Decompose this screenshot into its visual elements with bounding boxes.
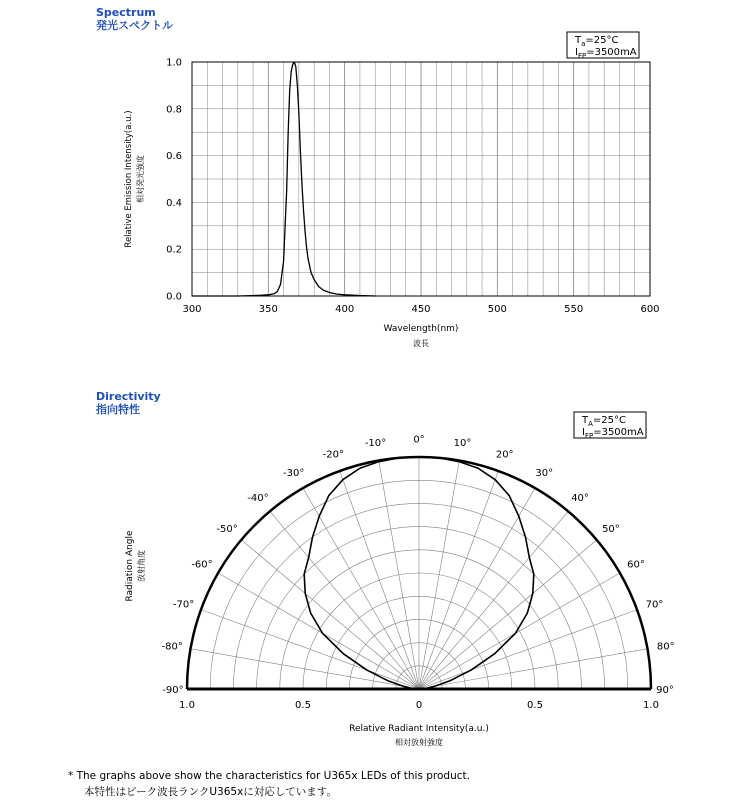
spectrum-x-tick-label: 300 <box>182 304 202 315</box>
footnote-star: * <box>68 770 74 782</box>
spectrum-y-tick-label: 0.6 <box>166 151 182 163</box>
directivity-angle-label: 30° <box>535 468 554 480</box>
spectrum-x-tick-label: 400 <box>335 304 355 315</box>
spectrum-y-axis-label-jp: 相対発光強度 <box>136 155 145 203</box>
footnote-line1: The graphs above show the characteristics for U365x LEDs of this product. <box>76 770 470 782</box>
directivity-angle-label: -90° <box>162 685 184 696</box>
directivity-y-axis-label-jp: 放射角度 <box>137 550 146 582</box>
directivity-condition-temp: $T_A=25^\circ C$ <box>582 415 626 428</box>
spectrum-x-tick-label: 600 <box>640 304 660 315</box>
directivity-angle-label: 70° <box>645 599 664 611</box>
spectrum-x-tick-label: 500 <box>487 304 507 315</box>
spectrum-y-tick-label: 0.8 <box>166 104 182 116</box>
footnote <box>68 768 470 800</box>
directivity-angle-label: 60° <box>627 559 645 571</box>
directivity-radius-tick-label: 0.5 <box>295 700 311 711</box>
directivity-angle-label: -10° <box>364 438 387 450</box>
directivity-radius-tick-label: 1.0 <box>179 700 195 711</box>
directivity-angle-label: 0° <box>413 434 425 446</box>
directivity-y-axis-label: Radiation Angle <box>125 530 135 602</box>
spectrum-y-tick-label: 0.4 <box>166 197 182 209</box>
spectrum-y-axis-label: Relative Emission Intensity(a.u.) <box>124 110 134 248</box>
directivity-angle-label: -80° <box>161 641 183 653</box>
directivity-condition-current: $I_{FP}=3500mA$ <box>582 427 644 440</box>
directivity-title: Directivity <box>96 390 161 403</box>
directivity-angle-label: -50° <box>216 523 238 535</box>
directivity-radius-tick-label: 0.5 <box>527 700 543 711</box>
directivity-angle-label: 90° <box>656 685 674 696</box>
directivity-angle-label: 10° <box>453 438 472 450</box>
spectrum-x-tick-label: 350 <box>258 304 278 315</box>
directivity-radius-tick-label: 1.0 <box>643 700 659 711</box>
directivity-subtitle-jp: 指向特性 <box>96 403 140 416</box>
spectrum-y-tick-label: 0.0 <box>166 291 182 303</box>
directivity-radius-tick-label: 0 <box>415 700 423 711</box>
spectrum-subtitle-jp: 発光スペクトル <box>96 19 173 32</box>
directivity-angle-label: -30° <box>283 468 305 480</box>
directivity-angle-label: -20° <box>322 449 344 461</box>
spectrum-x-axis-label-jp: 波長 <box>413 339 429 348</box>
spectrum-x-tick-label: 550 <box>564 304 584 315</box>
directivity-x-axis-label-jp: 相対放射強度 <box>395 738 443 747</box>
directivity-angle-label: 20° <box>495 449 514 461</box>
spectrum-title: Spectrum <box>96 6 156 19</box>
spectrum-y-tick-label: 1.0 <box>166 57 182 69</box>
directivity-angle-label: 50° <box>602 523 620 535</box>
directivity-x-axis-label: Relative Radiant Intensity(a.u.) <box>349 724 489 734</box>
spectrum-x-axis-label: Wavelength(nm) <box>383 324 459 334</box>
directivity-angle-label: 80° <box>656 641 675 653</box>
spectrum-y-tick-label: 0.2 <box>166 244 182 256</box>
spectrum-x-tick-label: 450 <box>411 304 431 315</box>
directivity-angle-label: 40° <box>571 493 589 505</box>
directivity-angle-label: -60° <box>191 559 213 571</box>
footnote-line2: 本特性はピーク波長ランクU365xに対応しています。 <box>84 786 337 798</box>
spectrum-condition-temp: $T_a=25^\circ C$ <box>575 35 619 48</box>
directivity-angle-label: -70° <box>172 599 195 611</box>
directivity-angle-label: -40° <box>247 493 269 505</box>
spectrum-condition-current: $I_{FP}=3500mA$ <box>575 47 637 60</box>
